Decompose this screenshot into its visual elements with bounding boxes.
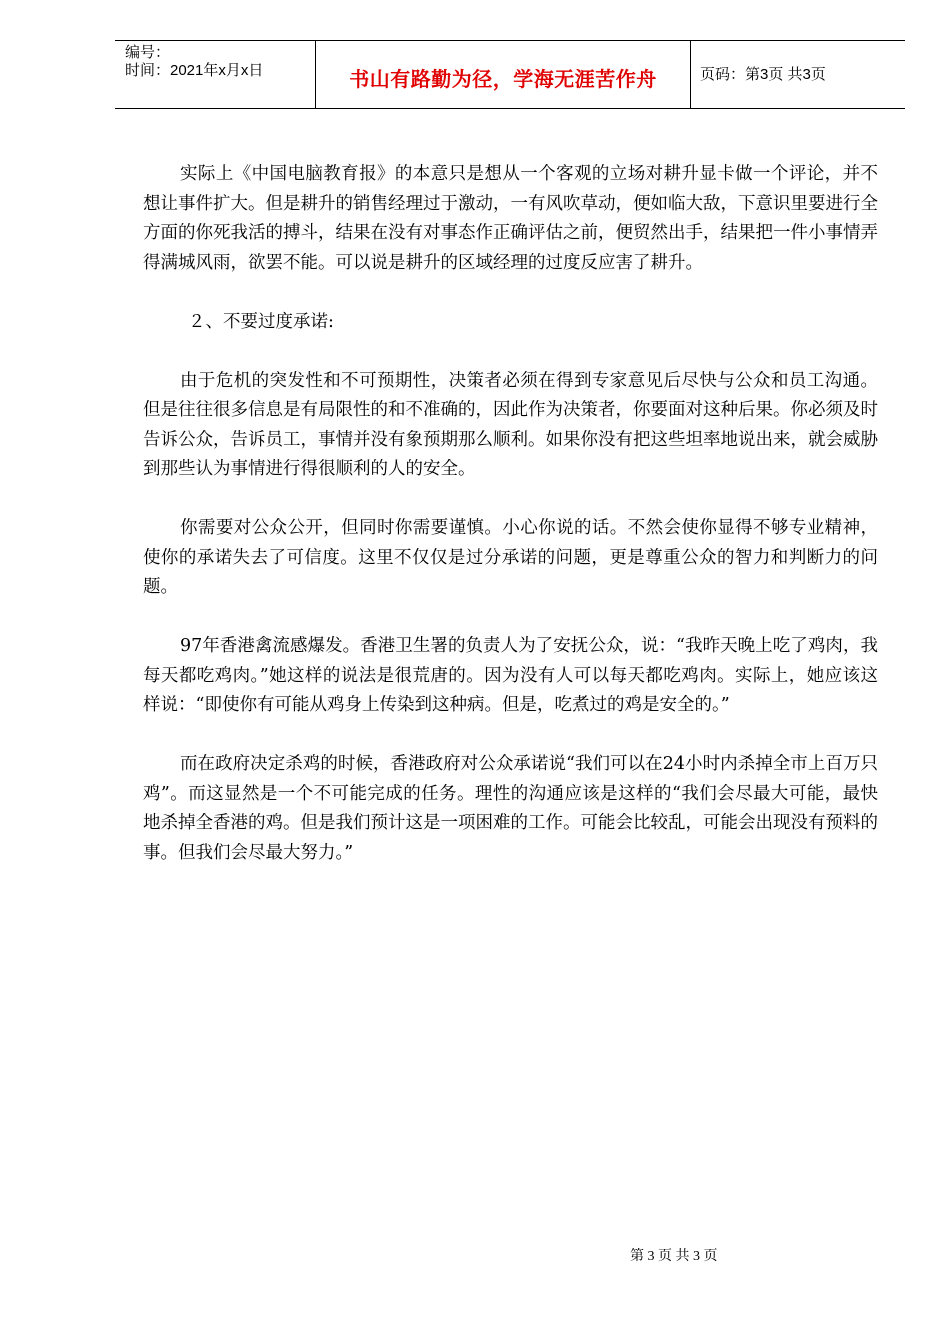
body-paragraph: 实际上《中国电脑教育报》的本意只是想从一个客观的立场对耕升显卡做一个评论，并不想让事件扩大。但是耕升的销售经理过于激动，一有风吹草动，便如临大敌，下意识里要进行全方面的你死我活的搏斗，结果在没有对事态作正确评估之前，便贸然出手，结果把一件小事情弄得满城风雨，欲罢不能。可以说是耕升的区域经理的过度反应害了耕升。 bbox=[143, 164, 878, 273]
document-number-label: 编号： bbox=[125, 44, 171, 61]
header-motto-cell bbox=[315, 41, 691, 108]
body-paragraph: 而在政府决定杀鸡的时候，香港政府对公众承诺说“我们可以在24小时内杀掉全市上百万只鸡”。而这显然是一个不可能完成的任务。理性的沟通应该是这样的“我们会尽最大可能，最快地杀掉全香港的鸡。但是我们预计这是一项困难的工作。可能会比较乱，可能会出现没有预料的事。但我们会尽最大努力。” bbox=[143, 754, 878, 863]
document-body bbox=[143, 160, 878, 898]
header-page-cell bbox=[690, 41, 905, 108]
header-motto: 书山有路勤为径，学海无涯苦作舟 bbox=[349, 67, 657, 91]
body-paragraph: 由于危机的突发性和不可预期性，决策者必须在得到专家意见后尽快与公众和员工沟通。但是往往很多信息是有局限性的和不准确的，因此作为决策者，你要面对这种后果。你必须及时告诉公众，告诉员工，事情并没有象预期那么顺利。如果你没有把这些坦率地说出来，就会威胁到那些认为事情进行得很顺利的人的安全。 bbox=[143, 370, 878, 479]
document-date-label: 时间：2021年x月x日 bbox=[125, 62, 264, 79]
section-heading: ２、不要过度承诺: bbox=[188, 311, 334, 332]
body-paragraph: 97年香港禽流感爆发。香港卫生署的负责人为了安抚公众，说：“我昨天晚上吃了鸡肉，我每天都吃鸡肉。”她这样的说法是很荒唐的。因为没有人可以每天都吃鸡肉。实际上，她应该这样说：“即使你有可能从鸡身上传染到这种病。但是，吃煮过的鸡是安全的。” bbox=[143, 636, 878, 715]
page-header bbox=[115, 40, 905, 109]
body-paragraph: 你需要对公众公开，但同时你需要谨慎。小心你说的话。不然会使你显得不够专业精神，使你的承诺失去了可信度。这里不仅仅是过分承诺的问题，更是尊重公众的智力和判断力的问题。 bbox=[143, 518, 878, 597]
header-page-number: 页码：第3页 共3页 bbox=[700, 66, 826, 83]
header-info-cell bbox=[115, 41, 315, 108]
page-footer: 第 3 页 共 3 页 bbox=[630, 1249, 718, 1264]
